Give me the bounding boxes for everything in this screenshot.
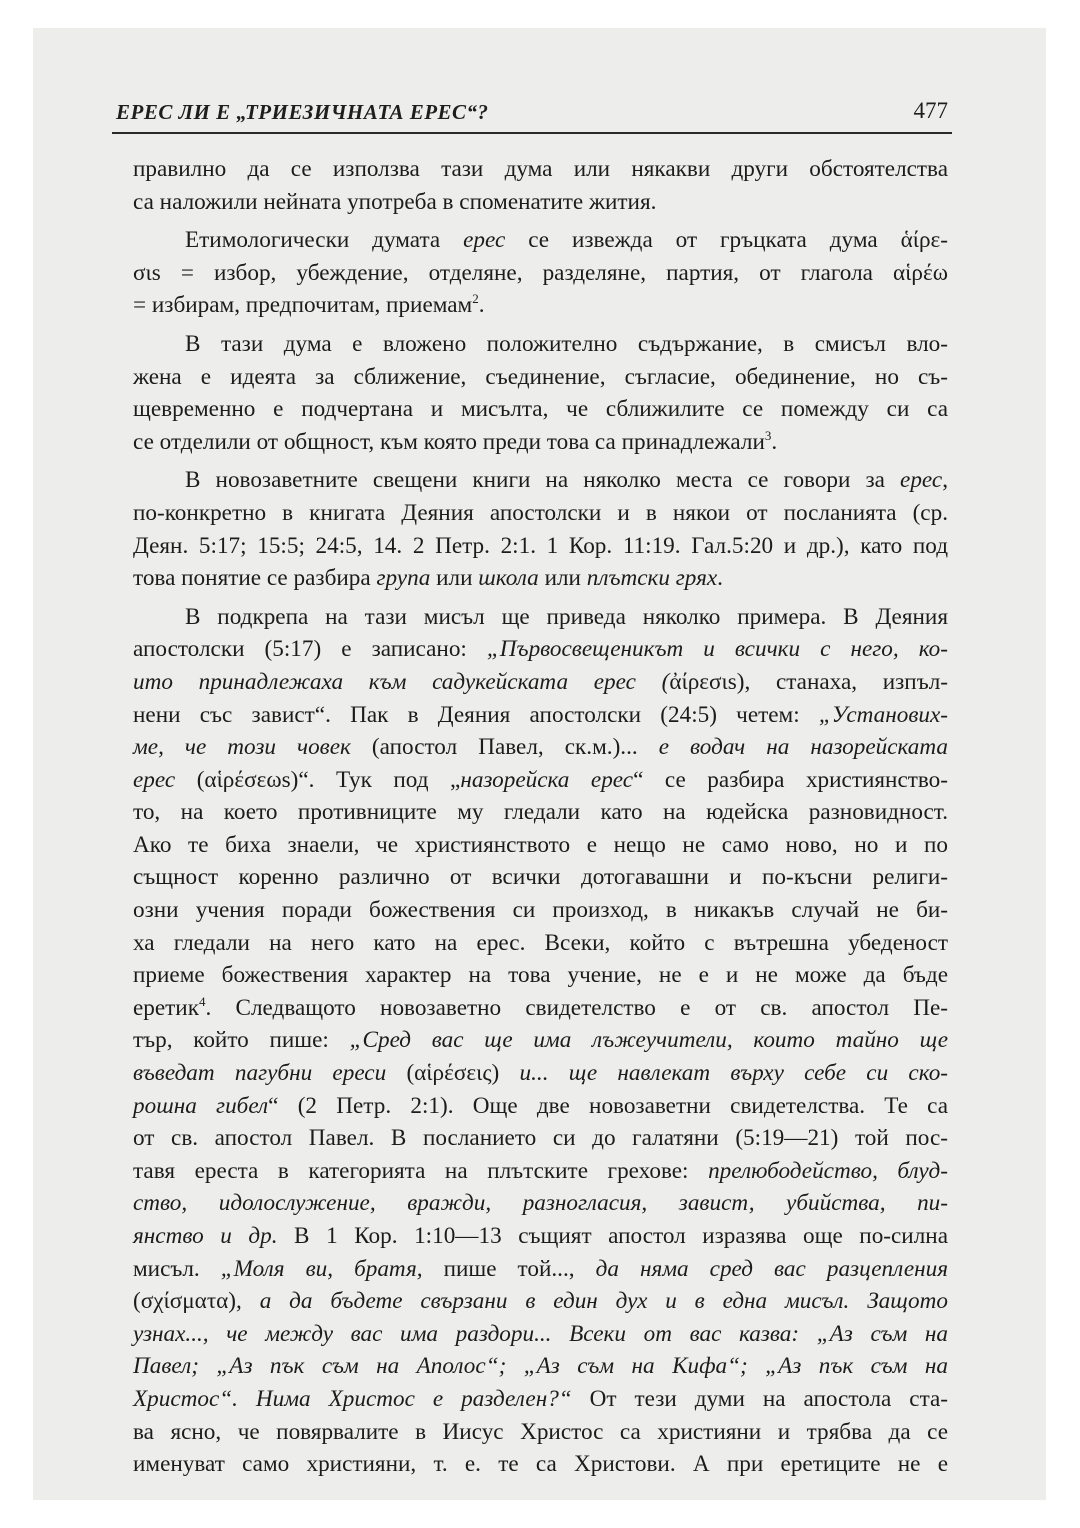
italic-text: плътски грях <box>586 565 718 592</box>
text-line: тавя ереста в категорията на плътските грехове: прелюбодейство, блуд- <box>133 1157 948 1184</box>
text-line: ито принадлежаха към садукейската ерес (ἀίρεσιs), станаха, изпъл- <box>133 668 948 695</box>
text-line: това понятие се разбира група или школа или плътски грях. <box>133 565 723 592</box>
running-title: ЕРЕС ЛИ Е „ТРИЕЗИЧНАТА ЕРЕС“? <box>116 100 489 124</box>
italic-text: узнах..., че между вас има раздори... Всеки от вас казва: „Аз съм на <box>133 1320 948 1347</box>
text-line: ме, че този човек (апостол Павел, ск.м.)... е водач на назорейската <box>133 734 949 761</box>
text-line: именуват само християни, т. е. те са Христови. А при еретиците не е <box>133 1451 948 1478</box>
text-line <box>133 1350 948 1383</box>
text-line: В тази дума е вложено положително съдържание, в смисъл вло- <box>185 330 948 357</box>
text-line: по-конкретно в книгата Деяния апостолски и в някои от посланията (ср. <box>133 499 948 526</box>
italic-text: „Първосвещеникът и всички с него, ко- <box>486 636 948 663</box>
running-header <box>112 98 952 134</box>
text-line: Христос“. Нима Христос е разделен?“ От тези думи на апостола ста- <box>133 1385 948 1412</box>
footnote-ref: 4 <box>199 993 206 1009</box>
paragraph <box>133 601 948 1481</box>
italic-text: „Установих- <box>818 701 948 728</box>
italic-text: „Сред вас ще има лъжеучители, които тайно ще <box>349 1027 948 1054</box>
text-line: правилно да се използва тази дума или някакви други обстоятелства <box>133 156 948 182</box>
italic-text: да няма сред вас разцепления <box>595 1255 948 1282</box>
italic-text: назорейска ерес <box>460 766 634 793</box>
text-line: янство и др. В 1 Кор. 1:10—13 същият апостол изразява още по-силна <box>133 1223 948 1249</box>
italic-text: „Моля ви, братя, <box>220 1255 423 1282</box>
text-line: апостолски (5:17) е записано: „Първосвещеникът и всички с него, ко- <box>133 636 948 663</box>
italic-text: школа <box>478 565 539 592</box>
paragraph <box>133 153 948 218</box>
italic-text: ерес <box>463 227 506 254</box>
text-line: са наложили нейната употреба в споменатите жития. <box>133 188 657 215</box>
text-line: Ако те биха знаели, че християнството е нещо не само ново, но и по <box>133 831 948 858</box>
text-line <box>133 1318 948 1351</box>
italic-text: група <box>376 565 431 592</box>
text-line: озни учения поради божествения си произход, в никакъв случай не би- <box>133 897 948 924</box>
paragraph <box>133 328 948 458</box>
text-line: В подкрепа на тази мисъл ще приведа няколко примера. В Деяния <box>185 603 948 630</box>
text-line: се отделили от общност, към която преди това са принадлежали$^3$. <box>133 427 778 455</box>
italic-text: рошна гибел <box>133 1092 269 1119</box>
italic-text: и... ще навлекат върху себе си ско- <box>519 1060 949 1087</box>
text-line: ва ясно, че повярвалите в Иисус Христос са християни и трябва да се <box>133 1418 948 1445</box>
text-line: жена е идеята за сближение, съединение, съгласие, обединение, но съ- <box>133 363 948 390</box>
text-line: Деян. 5:17; 15:5; 24:5, 14. 2 Петр. 2:1. 1 Кор. 11:19. Гал.5:20 и др.), като под <box>133 532 948 559</box>
italic-text: янство и др. <box>133 1223 278 1249</box>
body-text <box>133 153 948 1481</box>
italic-text: ерес <box>133 766 176 793</box>
italic-text: е водач на назорейската <box>658 734 949 761</box>
text-line: = избирам, предпочитам, приемам$^2$. <box>133 291 485 319</box>
footnote-ref: 3 <box>764 427 772 443</box>
text-line: щевременно е подчертана и мисълта, че сближилите се помежду си са <box>133 396 948 423</box>
italic-text: ме, че този човек <box>133 734 351 761</box>
text-line: σιs = избор, убеждение, отделяне, разделяне, партия, от глагола αἱρέω <box>133 259 948 286</box>
italic-text: въведат пагубни ереси <box>133 1060 387 1087</box>
text-line: ха гледали на него като на ерес. Всеки, който с вътрешна убеденост <box>133 929 948 956</box>
text-line: В новозаветните свещени книги на няколко места се говори за ерес, <box>185 467 948 494</box>
text-line: мисъл. „Моля ви, братя, пише той..., да няма сред вас разцепления <box>133 1255 948 1282</box>
italic-text: ито принадлежаха към садукейската ерес ( <box>133 668 670 695</box>
text-line: ерес (αἱρέσεωs)“. Тук под „назорейска ерес“ се разбира християнство- <box>133 766 948 793</box>
text-line: рошна гибел“ (2 Петр. 2:1). Още две новозаветни свидетелства. Те са <box>133 1092 948 1119</box>
paragraph <box>133 224 948 322</box>
italic-text: Павел; „Аз пък съм на Аполос“; „Аз съм на Кифа“; „Аз пък съм на <box>133 1353 948 1380</box>
text-line: същност коренно различно от всички дотогавашни и по-късни религи- <box>133 864 948 891</box>
italic-text: ство, идолослужение, вражди, разногласия, завист, убийства, пи- <box>133 1190 948 1217</box>
text-line: Етимологически думата ерес се извежда от гръцката дума ἁίρε- <box>185 227 948 254</box>
text-line: то, на което противниците му гледали като на юдейска разновидност. <box>133 799 948 826</box>
text-line <box>133 1187 948 1220</box>
page-number: 477 <box>913 98 948 123</box>
paragraph <box>133 464 948 594</box>
footnote-ref: 2 <box>472 291 479 307</box>
text-line: тър, който пише: „Сред вас ще има лъжеучители, които тайно ще <box>133 1027 948 1054</box>
text-line: (σχίσματα), а да бъдете свързани в един дух и в една мисъл. Защото <box>133 1288 948 1315</box>
italic-text: ерес <box>900 467 943 494</box>
text-line: въведат пагубни ереси (αἱρέσεις) и... ще навлекат върху себе си ско- <box>133 1060 949 1087</box>
text-line: от св. апостол Павел. В посланието си до галатяни (5:19—21) той пос- <box>133 1125 948 1152</box>
italic-text: а да бъдете свързани в един дух и в една мисъл. Защото <box>259 1288 948 1315</box>
italic-text: прелюбодейство, блуд- <box>708 1157 948 1184</box>
text-line: нени със завист“. Пак в Деяния апостолски (24:5) четем: „Установих- <box>133 701 948 728</box>
text-line: еретик$^4$. Следващото новозаветно свидетелство е от св. апостол Пе- <box>133 993 948 1021</box>
text-line: приеме божествения характер на това учение, не е и не може да бъде <box>133 962 948 989</box>
italic-text: Христос“. Нима Христос е разделен?“ <box>133 1385 572 1412</box>
